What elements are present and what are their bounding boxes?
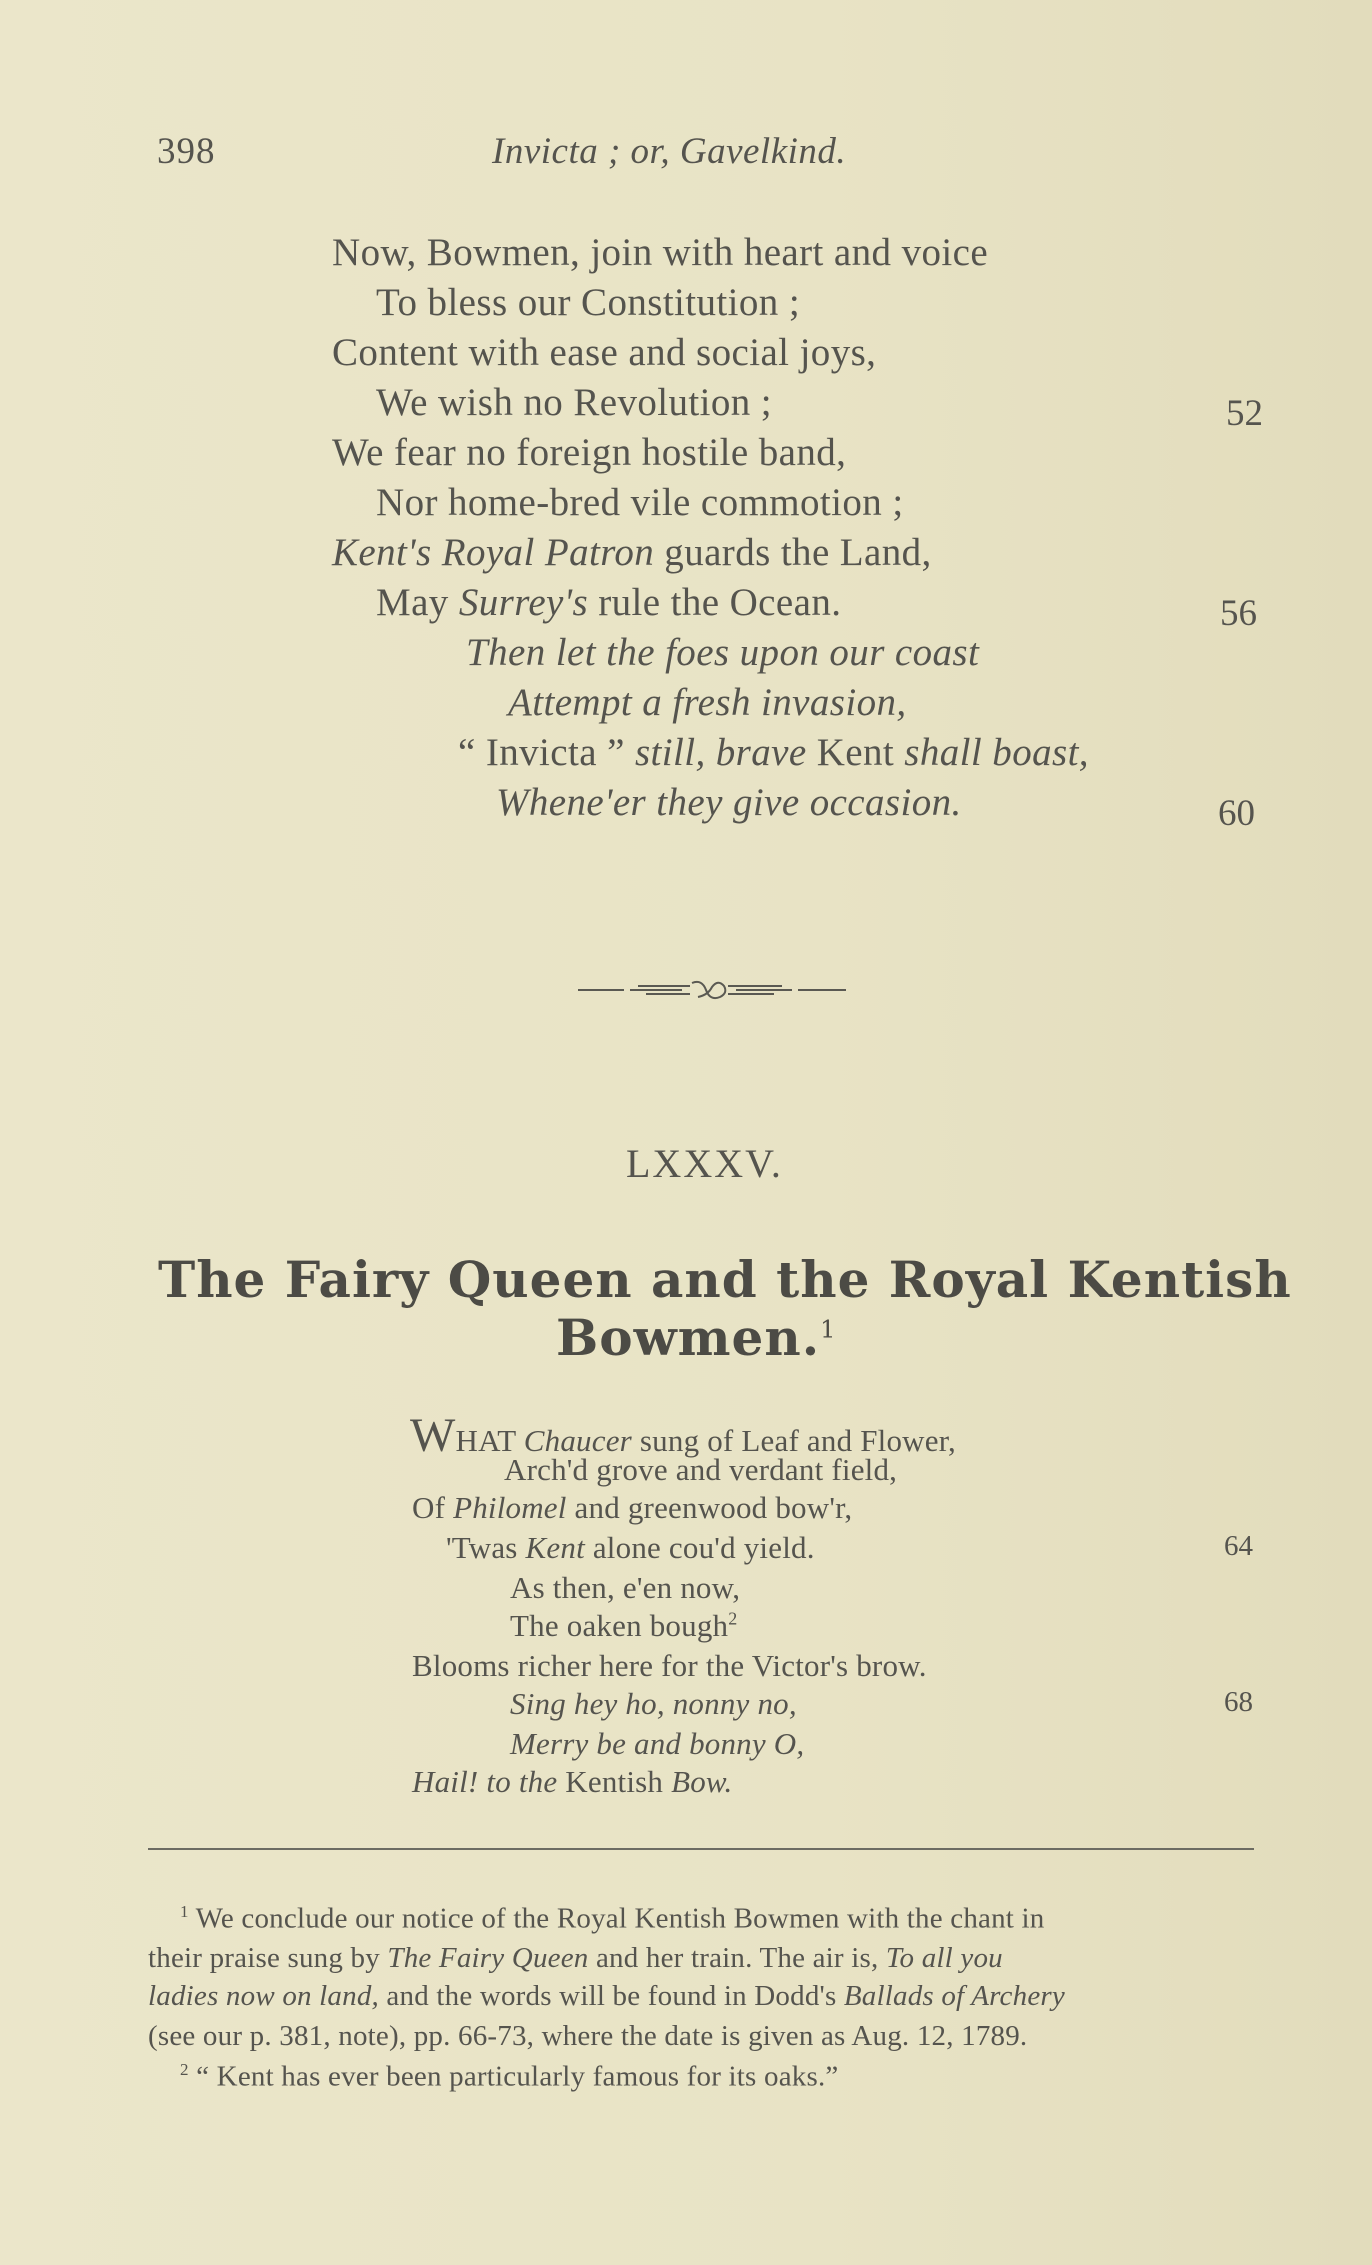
verse-line <box>412 1490 852 1526</box>
footnote-text: and her train. The air is, <box>588 1942 886 1974</box>
verse-line: Now, Bowmen, join with heart and voice <box>332 231 989 274</box>
verse-italic: Bow. <box>671 1764 733 1799</box>
footnote-marker: 2 <box>180 2060 189 2079</box>
verse-italic: Attempt a fresh invasion, <box>508 681 907 724</box>
footnote-line <box>148 1942 1003 1975</box>
verse-line: Content with ease and social joys, <box>332 331 877 374</box>
section-title-line-2 <box>556 1308 836 1367</box>
verse-text: guards the Land, <box>654 531 932 574</box>
verse-italic: still, brave <box>634 731 807 774</box>
verse-italic: Surrey's <box>458 581 589 624</box>
running-title: Invicta ; or, Gavelkind. <box>492 131 847 172</box>
verse-text: alone cou'd yield. <box>584 1530 815 1565</box>
verse-line: We wish no Revolution ; <box>376 381 773 424</box>
verse-line <box>458 730 1089 775</box>
verse-line: We fear no foreign hostile band, <box>332 431 847 474</box>
verse-italic: Merry be and bonny O, <box>510 1726 805 1761</box>
line-number: 52 <box>1226 393 1263 434</box>
verse-text: Kentish <box>557 1764 672 1799</box>
verse-italic: Sing hey ho, nonny no, <box>510 1686 797 1721</box>
verse-italic: Philomel <box>453 1490 567 1525</box>
verse-text: sung of Leaf and Flower, <box>631 1423 956 1458</box>
verse-line <box>510 1608 737 1644</box>
footnote-text: and the words will be found in Dodd's <box>378 1980 844 2012</box>
footnote-text: their praise sung by <box>148 1942 388 1974</box>
verse-line <box>510 1726 804 1762</box>
verse-line: Arch'd grove and verdant field, <box>504 1452 898 1487</box>
verse-italic: Whene'er they give occasion. <box>496 781 962 824</box>
verse-italic: Hail! to the <box>412 1764 558 1799</box>
line-number: 56 <box>1220 593 1257 634</box>
section-title-line-1: The Fairy Queen and the Royal Kentish <box>158 1250 1292 1309</box>
verse-italic: Then let the foes upon our coast <box>466 631 980 674</box>
footnote-marker: 1 <box>820 1315 837 1344</box>
verse-text: Kent <box>806 731 905 774</box>
footnote-line <box>148 1980 1065 2013</box>
verse-line <box>446 1530 815 1566</box>
footnote-text: We conclude our notice of the Royal Kentish Bowmen with the chant in <box>188 1902 1045 1935</box>
footnote-divider <box>148 1848 1254 1850</box>
verse-text: “ Invicta ” <box>458 731 635 774</box>
verse-line <box>466 630 979 675</box>
footnote-line: (see our p. 381, note), pp. 66-73, where the date is given as Aug. 12, 1789. <box>148 2020 1028 2052</box>
verse-italic: Chaucer <box>523 1423 632 1458</box>
page-number: 398 <box>157 131 216 172</box>
line-number: 60 <box>1218 793 1255 834</box>
footnote-italic: Ballads of Archery <box>843 1980 1065 2012</box>
verse-text: and greenwood bow'r, <box>566 1490 853 1525</box>
footnote-line <box>180 2060 838 2094</box>
section-title-text: Bowmen. <box>556 1308 821 1367</box>
verse-italic: Kent <box>525 1530 585 1565</box>
verse-line: Nor home-bred vile commotion ; <box>376 481 904 524</box>
verse-line: As then, e'en now, <box>510 1570 741 1605</box>
verse-italic: Kent's Royal Patron <box>332 531 655 574</box>
verse-line: To bless our Constitution ; <box>376 281 801 324</box>
verse-line <box>376 580 841 625</box>
verse-line <box>496 780 962 825</box>
verse-text: The oaken bough <box>510 1608 729 1643</box>
verse-line: Blooms richer here for the Victor's brow. <box>412 1648 927 1683</box>
section-numeral: LXXXV. <box>626 1141 783 1186</box>
verse-text: HAT <box>455 1423 524 1458</box>
verse-line <box>510 1686 797 1722</box>
line-number: 64 <box>1224 1530 1253 1562</box>
verse-line <box>508 680 907 725</box>
footnote-marker: 2 <box>728 1608 738 1629</box>
footnote-italic: To all you <box>885 1942 1003 1974</box>
verse-text: 'Twas <box>446 1530 526 1565</box>
verse-line <box>412 1764 732 1800</box>
verse-text: May <box>376 581 459 624</box>
verse-line <box>332 530 932 575</box>
footnote-italic: The Fairy Queen <box>387 1942 589 1974</box>
verse-text: Of <box>412 1490 454 1525</box>
verse-italic: shall boast, <box>904 731 1089 774</box>
footnote-line <box>180 1902 1044 1936</box>
verse-text: rule the Ocean. <box>588 581 842 624</box>
drop-cap: W <box>410 1409 456 1462</box>
footnote-text: “ Kent has ever been particularly famous for its oaks.” <box>188 2060 839 2093</box>
decorative-rule-ornament-icon <box>578 975 846 1005</box>
footnote-marker: 1 <box>180 1902 189 1921</box>
line-number: 68 <box>1224 1686 1253 1718</box>
footnote-italic: ladies now on land, <box>148 1980 379 2012</box>
